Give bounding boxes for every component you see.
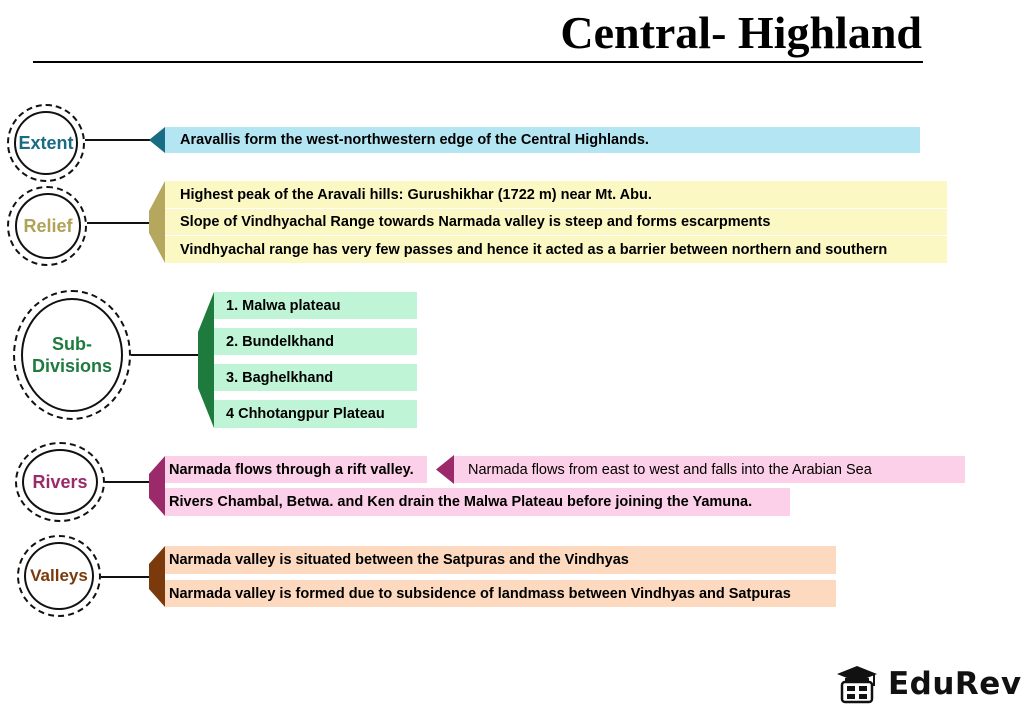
subdivisions-label-line2: Divisions [31,356,113,376]
subdivision-item: 2. Bundelkhand [214,328,417,355]
relief-node [15,193,81,259]
relief-label: Relief [23,215,73,236]
extent-label: Extent [18,132,74,153]
subdivisions-node [21,298,123,412]
graduation-cap-icon [836,664,878,704]
edurev-logo [836,664,1022,704]
subdivisions-label-line1: Sub- [52,334,92,354]
rivers-label: Rivers [32,471,88,492]
subdivision-item: 3. Baghelkhand [214,364,417,391]
subdivisions-tab [198,292,214,428]
extent-connector [85,139,151,141]
subdivision-item: 4 Chhotangpur Plateau [214,400,417,428]
rivers-connector [105,481,151,483]
rivers-item: Rivers Chambal, Betwa. and Ken drain the Malwa Plateau before joining the Yamuna. [165,488,790,516]
relief-item: Vindhyachal range has very few passes and hence it acted as a barrier between northern and southern [165,236,947,263]
extent-node [14,111,78,175]
valleys-tab [149,546,165,607]
relief-tab [149,181,165,263]
page-title: Central- Highland [560,7,922,58]
extent-tab [149,127,165,153]
relief-connector [87,222,151,224]
subdivision-item: 1. Malwa plateau [214,292,417,319]
valleys-item: Narmada valley is situated between the Satpuras and the Vindhyas [165,546,836,574]
relief-item: Highest peak of the Aravali hills: Gurushikhar (1722 m) near Mt. Abu. [165,181,947,208]
title-underline [33,61,923,63]
rivers-item: Narmada flows through a rift valley. [165,456,427,483]
rivers-sub-item: Narmada flows from east to west and falls into the Arabian Sea [454,456,965,483]
brand-name: EduRev [888,666,1022,702]
subdivisions-connector [131,354,199,356]
valleys-label: Valleys [30,566,88,585]
valleys-node [24,542,94,610]
valleys-connector [101,576,151,578]
extent-item: Aravallis form the west-northwestern edge of the Central Highlands. [165,127,920,153]
valleys-item: Narmada valley is formed due to subsidence of landmass between Vindhyas and Satpuras [165,580,836,607]
rivers-subtab [436,455,454,484]
rivers-tab [149,456,165,516]
rivers-node [22,449,98,515]
relief-item: Slope of Vindhyachal Range towards Narmada valley is steep and forms escarpments [165,209,947,235]
